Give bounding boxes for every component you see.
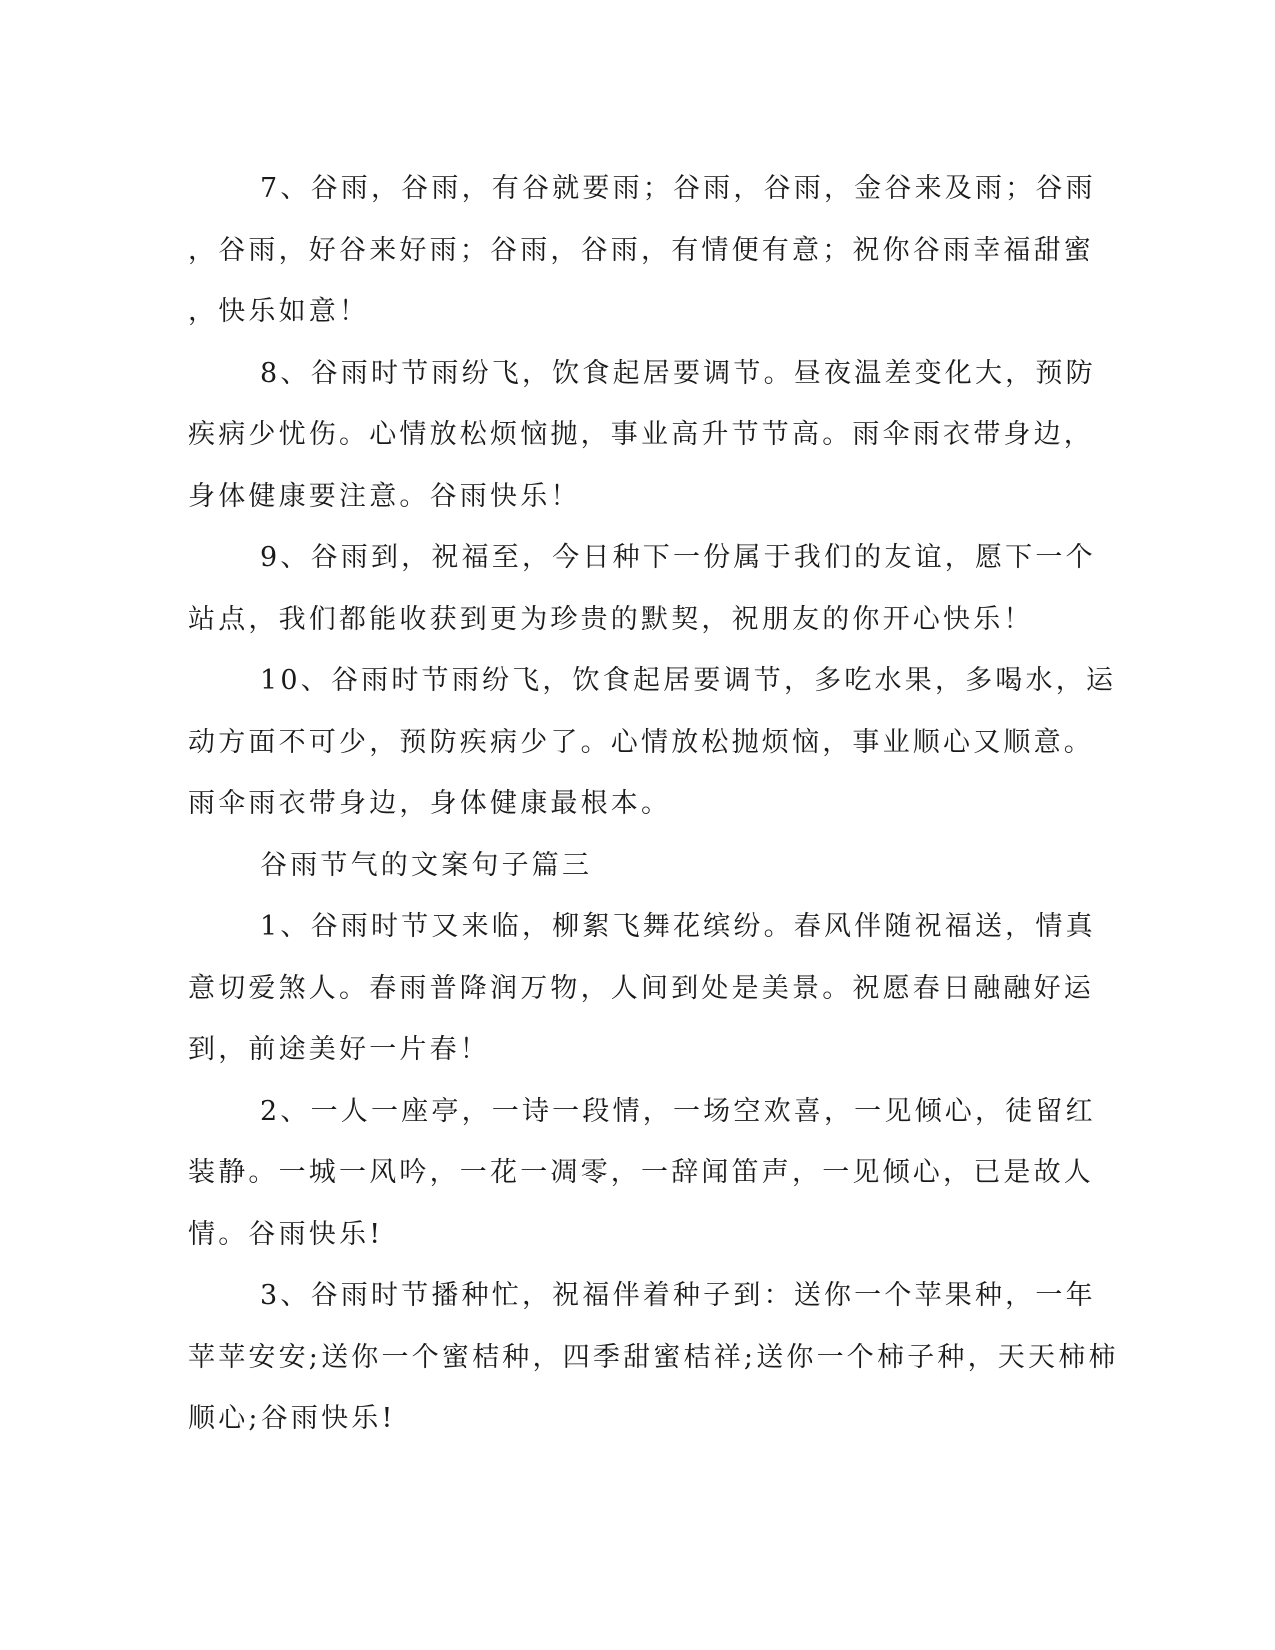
- paragraph-8-line-3: 身体健康要注意。谷雨快乐！: [188, 480, 581, 512]
- paragraph-9-line-1: 9、谷雨到，祝福至，今日种下一份属于我们的友谊，愿下一个: [260, 542, 1096, 573]
- paragraph-s3-3-line-2: 苹苹安安;送你一个蜜桔种，四季甜蜜桔祥;送你一个柿子种，天天柿柿: [188, 1341, 1119, 1373]
- paragraph-10-line-2: 动方面不可少，预防疾病少了。心情放松抛烦恼，事业顺心又顺意。: [188, 726, 1094, 758]
- paragraph-s3-2-line-2: 装静。一城一风吟，一花一凋零，一辞闻笛声，一见倾心，已是故人: [188, 1157, 1094, 1188]
- paragraph-s3-1-line-2: 意切爱煞人。春雨普降润万物，人间到处是美景。祝愿春日融融好运: [188, 972, 1094, 1004]
- paragraph-s3-2-line-1: 2、一人一座亭，一诗一段情，一场空欢喜，一见倾心，徒留红: [260, 1095, 1096, 1127]
- paragraph-s3-3-line-3: 顺心;谷雨快乐!: [188, 1403, 396, 1434]
- paragraph-7-line-3: ，快乐如意！: [188, 296, 370, 327]
- paragraph-8-line-2: 疾病少忧伤。心情放松烦恼抛，事业高升节节高。雨伞雨衣带身边，: [188, 419, 1094, 450]
- document-page: [188, 158, 1119, 1450]
- section-heading: 谷雨节气的文案句子篇三: [260, 849, 593, 881]
- paragraph-s3-1-line-1: 1、谷雨时节又来临，柳絮飞舞花缤纷。春风伴随祝福送，情真: [260, 911, 1096, 942]
- paragraph-7-line-2: ，谷雨，好谷来好雨；谷雨，谷雨，有情便有意；祝你谷雨幸福甜蜜: [188, 234, 1094, 266]
- paragraph-s3-3-line-1: 3、谷雨时节播种忙，祝福伴着种子到：送你一个苹果种，一年: [260, 1280, 1096, 1311]
- paragraph-s3-1-line-3: 到，前途美好一片春！: [188, 1034, 490, 1065]
- paragraph-9-line-2: 站点，我们都能收获到更为珍贵的默契，祝朋友的你开心快乐！: [188, 603, 1034, 635]
- paragraph-8-line-1: 8、谷雨时节雨纷飞，饮食起居要调节。昼夜温差变化大，预防: [260, 357, 1096, 389]
- paragraph-10-line-1: 10、谷雨时节雨纷飞，饮食起居要调节，多吃水果，多喝水，运: [260, 665, 1117, 696]
- paragraph-10-line-3: 雨伞雨衣带身边，身体健康最根本。: [188, 788, 672, 819]
- paragraph-7-line-1: 7、谷雨，谷雨，有谷就要雨；谷雨，谷雨，金谷来及雨；谷雨: [260, 173, 1096, 204]
- paragraph-s3-2-line-3: 情。谷雨快乐!: [188, 1218, 384, 1250]
